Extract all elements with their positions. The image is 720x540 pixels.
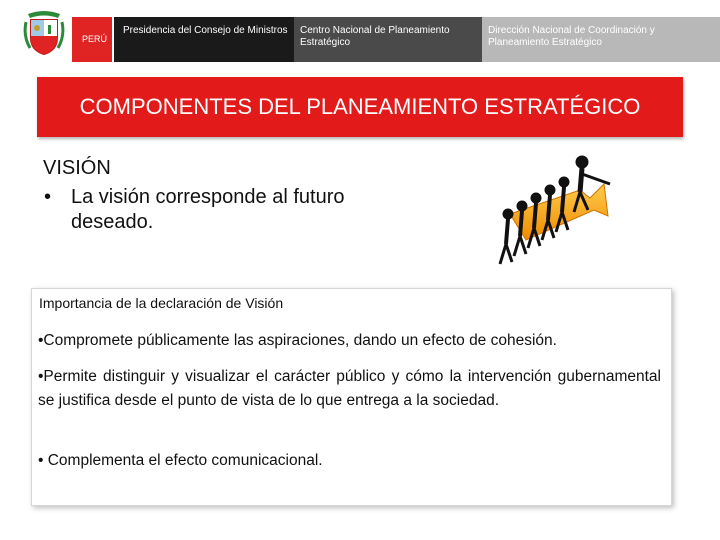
peru-coat-of-arms-icon <box>22 10 66 56</box>
bullet-icon: • <box>44 186 52 208</box>
ceplan-label: Centro Nacional de Planeamiento Estratégico <box>294 17 482 62</box>
leader-pointing-with-followers-icon <box>470 150 638 270</box>
vision-bullet <box>44 185 389 235</box>
vision-heading: VISIÓN <box>43 157 111 179</box>
direction-label: Dirección Nacional de Coordinación y Planeamiento Estratégico <box>482 17 720 62</box>
importance-box <box>31 288 672 506</box>
importance-point: •Permite distinguir y visualizar el carácter público y cómo la intervención gubernamental se justifica desde el punto de vista de lo que entrega a la sociedad. <box>38 368 661 409</box>
importance-point: •Compromete públicamente las aspiraciones, dando un efecto de cohesión. <box>38 332 557 349</box>
importance-point: • Complementa el efecto comunicacional. <box>38 452 323 469</box>
vision-bullet-text: La visión corresponde al futuro deseado. <box>71 186 345 233</box>
header-banner <box>0 0 720 66</box>
importance-title: Importancia de la declaración de Visión <box>39 295 284 311</box>
presidency-label: Presidencia del Consejo de Ministros <box>114 17 294 62</box>
slide-title-bar <box>37 77 683 137</box>
slide-title: COMPONENTES DEL PLANEAMIENTO ESTRATÉGICO <box>79 94 641 119</box>
country-label: PERÚ <box>72 17 112 62</box>
